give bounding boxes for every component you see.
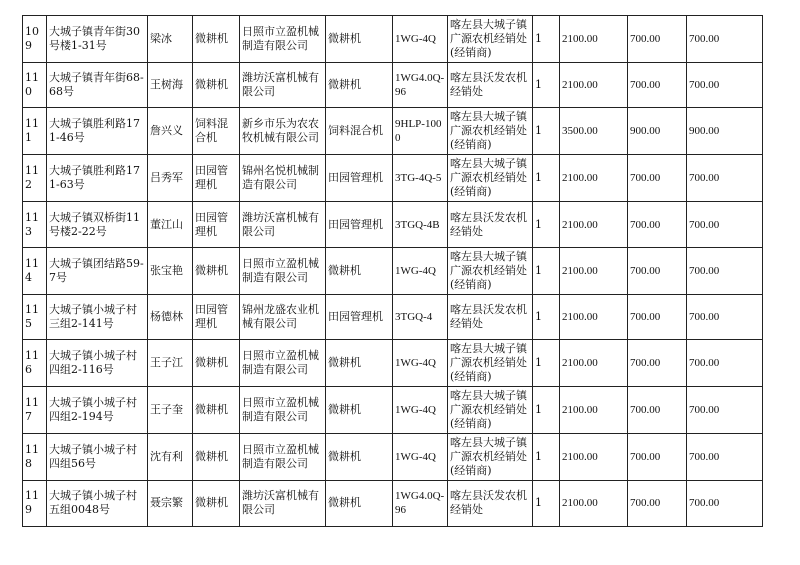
manufacturer-cell: 锦州名悦机械制造有限公司 <box>240 155 326 202</box>
table-body <box>23 16 763 527</box>
manufacturer-cell: 锦州龙盛农业机械有限公司 <box>240 294 326 339</box>
subsidy-amount-cell: 700.00 <box>628 434 687 481</box>
product-name-cell: 田园管理机 <box>326 155 393 202</box>
quantity-cell: 1 <box>533 481 560 526</box>
subsidy-amount-cell: 700.00 <box>628 16 687 63</box>
buyer-address-cell: 大城子镇小城子村四组2-194号 <box>47 387 148 434</box>
quantity-cell: 1 <box>533 434 560 481</box>
machine-category-cell: 微耕机 <box>193 387 240 434</box>
subsidy-paid-cell: 700.00 <box>687 294 763 339</box>
model-cell: 3TGQ-4 <box>393 294 448 339</box>
dealer-cell: 喀左县沃发农机经销处 <box>448 481 533 526</box>
row-number-cell: 118 <box>23 434 47 481</box>
sale-price-cell: 2100.00 <box>560 63 628 108</box>
machine-category-cell: 微耕机 <box>193 434 240 481</box>
machine-category-cell: 田园管理机 <box>193 294 240 339</box>
sale-price-cell: 2100.00 <box>560 202 628 247</box>
product-name-cell: 微耕机 <box>326 16 393 63</box>
row-number-cell: 114 <box>23 247 47 294</box>
machine-category-cell: 微耕机 <box>193 481 240 526</box>
manufacturer-cell: 日照市立盈机械制造有限公司 <box>240 434 326 481</box>
subsidy-paid-cell: 700.00 <box>687 481 763 526</box>
model-cell: 1WG-4Q <box>393 387 448 434</box>
buyer-address-cell: 大城子镇胜利路171-46号 <box>47 108 148 155</box>
sale-price-cell: 2100.00 <box>560 247 628 294</box>
subsidy-amount-cell: 700.00 <box>628 155 687 202</box>
sale-price-cell: 2100.00 <box>560 16 628 63</box>
subsidy-table <box>22 15 763 527</box>
machine-category-cell: 田园管理机 <box>193 202 240 247</box>
dealer-cell: 喀左县沃发农机经销处 <box>448 294 533 339</box>
table-row <box>23 155 763 202</box>
buyer-name-cell: 王树海 <box>148 63 193 108</box>
manufacturer-cell: 日照市立盈机械制造有限公司 <box>240 16 326 63</box>
product-name-cell: 微耕机 <box>326 434 393 481</box>
buyer-address-cell: 大城子镇小城子村四组56号 <box>47 434 148 481</box>
subsidy-paid-cell: 900.00 <box>687 108 763 155</box>
model-cell: 3TG-4Q-5 <box>393 155 448 202</box>
machine-category-cell: 微耕机 <box>193 340 240 387</box>
dealer-cell: 喀左县大城子镇广源农机经销处(经销商) <box>448 340 533 387</box>
quantity-cell: 1 <box>533 387 560 434</box>
table-row <box>23 481 763 526</box>
buyer-address-cell: 大城子镇小城子村三组2-141号 <box>47 294 148 339</box>
row-number-cell: 117 <box>23 387 47 434</box>
buyer-name-cell: 王子江 <box>148 340 193 387</box>
row-number-cell: 116 <box>23 340 47 387</box>
quantity-cell: 1 <box>533 155 560 202</box>
dealer-cell: 喀左县大城子镇广源农机经销处(经销商) <box>448 247 533 294</box>
row-number-cell: 115 <box>23 294 47 339</box>
buyer-name-cell: 詹兴义 <box>148 108 193 155</box>
quantity-cell: 1 <box>533 247 560 294</box>
subsidy-paid-cell: 700.00 <box>687 16 763 63</box>
buyer-address-cell: 大城子镇胜利路171-63号 <box>47 155 148 202</box>
machine-category-cell: 田园管理机 <box>193 155 240 202</box>
product-name-cell: 田园管理机 <box>326 202 393 247</box>
subsidy-amount-cell: 700.00 <box>628 247 687 294</box>
subsidy-amount-cell: 700.00 <box>628 481 687 526</box>
subsidy-paid-cell: 700.00 <box>687 155 763 202</box>
subsidy-amount-cell: 900.00 <box>628 108 687 155</box>
subsidy-amount-cell: 700.00 <box>628 387 687 434</box>
buyer-address-cell: 大城子镇小城子村四组2-116号 <box>47 340 148 387</box>
manufacturer-cell: 日照市立盈机械制造有限公司 <box>240 387 326 434</box>
buyer-name-cell: 杨德林 <box>148 294 193 339</box>
product-name-cell: 田园管理机 <box>326 294 393 339</box>
table-row <box>23 202 763 247</box>
model-cell: 1WG-4Q <box>393 434 448 481</box>
machine-category-cell: 微耕机 <box>193 16 240 63</box>
buyer-name-cell: 梁冰 <box>148 16 193 63</box>
dealer-cell: 喀左县大城子镇广源农机经销处(经销商) <box>448 155 533 202</box>
row-number-cell: 110 <box>23 63 47 108</box>
model-cell: 1WG-4Q <box>393 16 448 63</box>
quantity-cell: 1 <box>533 202 560 247</box>
quantity-cell: 1 <box>533 340 560 387</box>
model-cell: 1WG4.0Q-96 <box>393 481 448 526</box>
quantity-cell: 1 <box>533 108 560 155</box>
buyer-name-cell: 吕秀军 <box>148 155 193 202</box>
product-name-cell: 微耕机 <box>326 247 393 294</box>
subsidy-amount-cell: 700.00 <box>628 294 687 339</box>
row-number-cell: 109 <box>23 16 47 63</box>
manufacturer-cell: 日照市立盈机械制造有限公司 <box>240 247 326 294</box>
subsidy-paid-cell: 700.00 <box>687 387 763 434</box>
sale-price-cell: 3500.00 <box>560 108 628 155</box>
table-row <box>23 247 763 294</box>
manufacturer-cell: 潍坊沃富机械有限公司 <box>240 202 326 247</box>
subsidy-amount-cell: 700.00 <box>628 63 687 108</box>
buyer-name-cell: 张宝艳 <box>148 247 193 294</box>
buyer-name-cell: 沈有利 <box>148 434 193 481</box>
subsidy-paid-cell: 700.00 <box>687 434 763 481</box>
subsidy-amount-cell: 700.00 <box>628 202 687 247</box>
table-row <box>23 294 763 339</box>
product-name-cell: 微耕机 <box>326 387 393 434</box>
manufacturer-cell: 潍坊沃富机械有限公司 <box>240 481 326 526</box>
model-cell: 9HLP-1000 <box>393 108 448 155</box>
dealer-cell: 喀左县大城子镇广源农机经销处(经销商) <box>448 108 533 155</box>
buyer-address-cell: 大城子镇青年街30号楼1-31号 <box>47 16 148 63</box>
buyer-address-cell: 大城子镇小城子村五组0048号 <box>47 481 148 526</box>
buyer-name-cell: 董江山 <box>148 202 193 247</box>
subsidy-paid-cell: 700.00 <box>687 202 763 247</box>
table-row <box>23 108 763 155</box>
model-cell: 3TGQ-4B <box>393 202 448 247</box>
model-cell: 1WG-4Q <box>393 340 448 387</box>
sale-price-cell: 2100.00 <box>560 294 628 339</box>
model-cell: 1WG4.0Q-96 <box>393 63 448 108</box>
sale-price-cell: 2100.00 <box>560 155 628 202</box>
buyer-address-cell: 大城子镇青年街68-68号 <box>47 63 148 108</box>
subsidy-amount-cell: 700.00 <box>628 340 687 387</box>
buyer-address-cell: 大城子镇团结路59-7号 <box>47 247 148 294</box>
table-row <box>23 340 763 387</box>
quantity-cell: 1 <box>533 294 560 339</box>
table-row <box>23 387 763 434</box>
dealer-cell: 喀左县沃发农机经销处 <box>448 202 533 247</box>
product-name-cell: 饲料混合机 <box>326 108 393 155</box>
subsidy-paid-cell: 700.00 <box>687 340 763 387</box>
dealer-cell: 喀左县大城子镇广源农机经销处(经销商) <box>448 16 533 63</box>
table-row <box>23 63 763 108</box>
sale-price-cell: 2100.00 <box>560 387 628 434</box>
buyer-address-cell: 大城子镇双桥街11号楼2-22号 <box>47 202 148 247</box>
quantity-cell: 1 <box>533 63 560 108</box>
manufacturer-cell: 新乡市乐为农农牧机械有限公司 <box>240 108 326 155</box>
dealer-cell: 喀左县大城子镇广源农机经销处(经销商) <box>448 434 533 481</box>
manufacturer-cell: 日照市立盈机械制造有限公司 <box>240 340 326 387</box>
subsidy-paid-cell: 700.00 <box>687 247 763 294</box>
buyer-name-cell: 聂宗繁 <box>148 481 193 526</box>
sale-price-cell: 2100.00 <box>560 340 628 387</box>
product-name-cell: 微耕机 <box>326 340 393 387</box>
table-row <box>23 16 763 63</box>
subsidy-paid-cell: 700.00 <box>687 63 763 108</box>
product-name-cell: 微耕机 <box>326 481 393 526</box>
machine-category-cell: 微耕机 <box>193 247 240 294</box>
machine-category-cell: 饲料混合机 <box>193 108 240 155</box>
sale-price-cell: 2100.00 <box>560 434 628 481</box>
sale-price-cell: 2100.00 <box>560 481 628 526</box>
dealer-cell: 喀左县沃发农机经销处 <box>448 63 533 108</box>
row-number-cell: 119 <box>23 481 47 526</box>
table-row <box>23 434 763 481</box>
product-name-cell: 微耕机 <box>326 63 393 108</box>
row-number-cell: 111 <box>23 108 47 155</box>
machine-category-cell: 微耕机 <box>193 63 240 108</box>
manufacturer-cell: 潍坊沃富机械有限公司 <box>240 63 326 108</box>
quantity-cell: 1 <box>533 16 560 63</box>
row-number-cell: 112 <box>23 155 47 202</box>
buyer-name-cell: 王子奎 <box>148 387 193 434</box>
row-number-cell: 113 <box>23 202 47 247</box>
model-cell: 1WG-4Q <box>393 247 448 294</box>
dealer-cell: 喀左县大城子镇广源农机经销处(经销商) <box>448 387 533 434</box>
